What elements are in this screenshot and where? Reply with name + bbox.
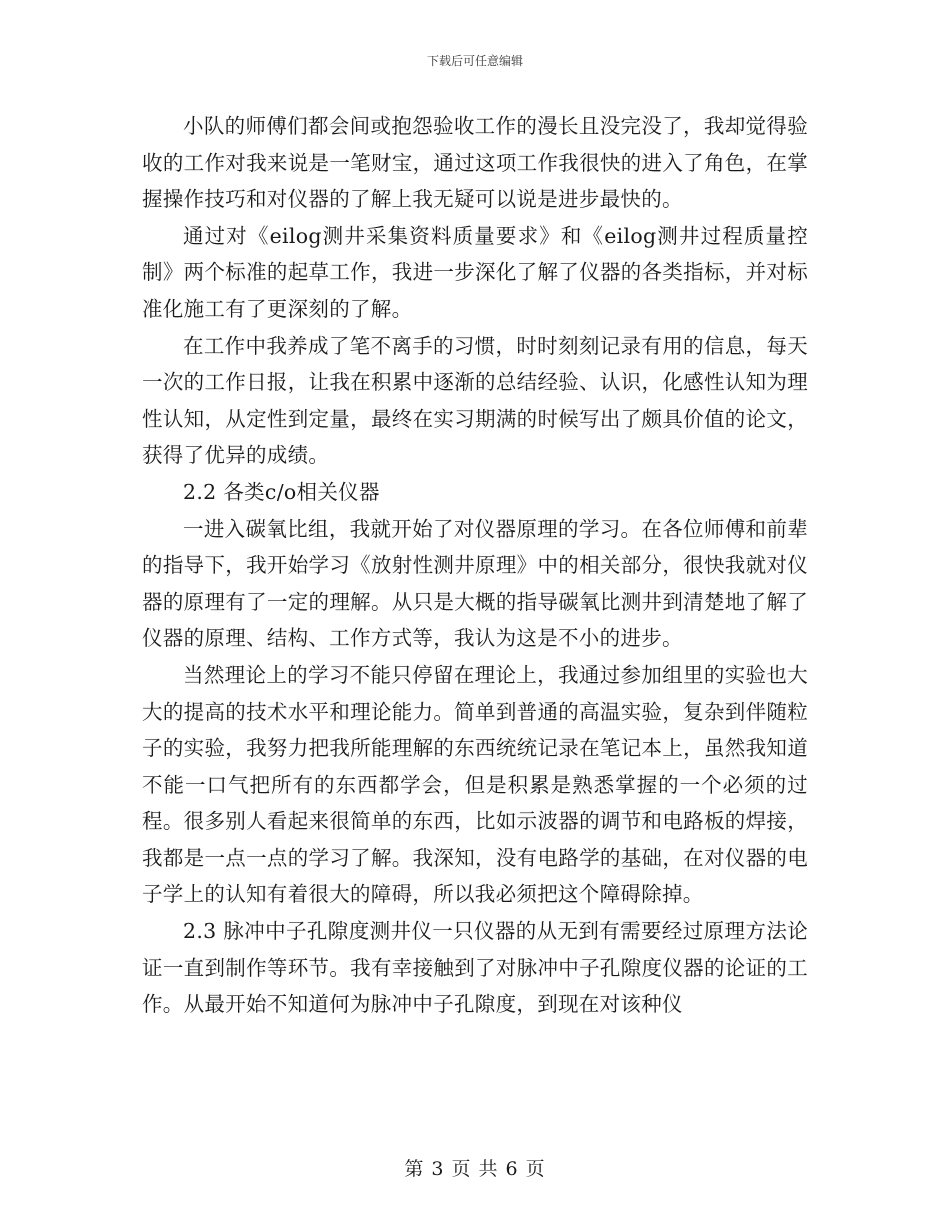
paragraph-section-2-3: 2.3 脉冲中子孔隙度测井仪一只仪器的从无到有需要经过原理方法论证一直到制作等环节。我有幸接触到了对脉冲中子孔隙度仪器的论证的工作。从最开始不知道何为脉冲中子孔隙度，到现在对该种仪 (142, 919, 808, 1017)
section-heading-2-2: 2.2 各类c/o相关仪器 (183, 479, 380, 504)
paragraph-work-habits: 在工作中我养成了笔不离手的习惯，时时刻刻记录有用的信息，每天一次的工作日报，让我在积累中逐渐的总结经验、认识，化感性认知为理性认知，从定性到定量，最终在实习期满的时候写出了颇具价值的论文，获得了优异的成绩。 (142, 333, 808, 468)
paragraph-instrument-principles: 一进入碳氧比组，我就开始了对仪器原理的学习。在各位师傅和前辈的指导下，我开始学习《放射性测井原理》中的相关部分，很快我就对仪器的原理有了一定的理解。从只是大概的指导碳氧比测井到清楚地了解了仪器的原理、结构、工作方式等，我认为这是不小的进步。 (142, 516, 808, 651)
document-body (142, 108, 808, 1023)
page-header: 下载后可任意编辑 (426, 54, 523, 68)
paragraph-acceptance-work: 小队的师傅们都会间或抱怨验收工作的漫长且没完没了，我却觉得验收的工作对我来说是一笔财宝，通过这项工作我很快的进入了角色，在掌握操作技巧和对仪器的了解上我无疑可以说是进步最快的。 (142, 114, 808, 212)
paragraph-experiments: 当然理论上的学习不能只停留在理论上，我通过参加组里的实验也大大的提高的技术水平和理论能力。简单到普通的高温实验，复杂到伴随粒子的实验，我努力把我所能理解的东西统统记录在笔记本上，虽然我知道不能一口气把所有的东西都学会，但是积累是熟悉掌握的一个必须的过程。很多别人看起来很简单的东西，比如示波器的调节和电路板的焊接，我都是一点一点的学习了解。我深知，没有电路学的基础，在对仪器的电子学上的认知有着很大的障碍，所以我必须把这个障碍除掉。 (142, 662, 808, 907)
page-number-footer: 第 3 页 共 6 页 (404, 1158, 546, 1180)
paragraph-standards-drafting: 通过对《eilog测井采集资料质量要求》和《eilog测井过程质量控制》两个标准的起草工作，我进一步深化了解了仪器的各类指标，并对标准化施工有了更深刻的了解。 (142, 223, 808, 321)
